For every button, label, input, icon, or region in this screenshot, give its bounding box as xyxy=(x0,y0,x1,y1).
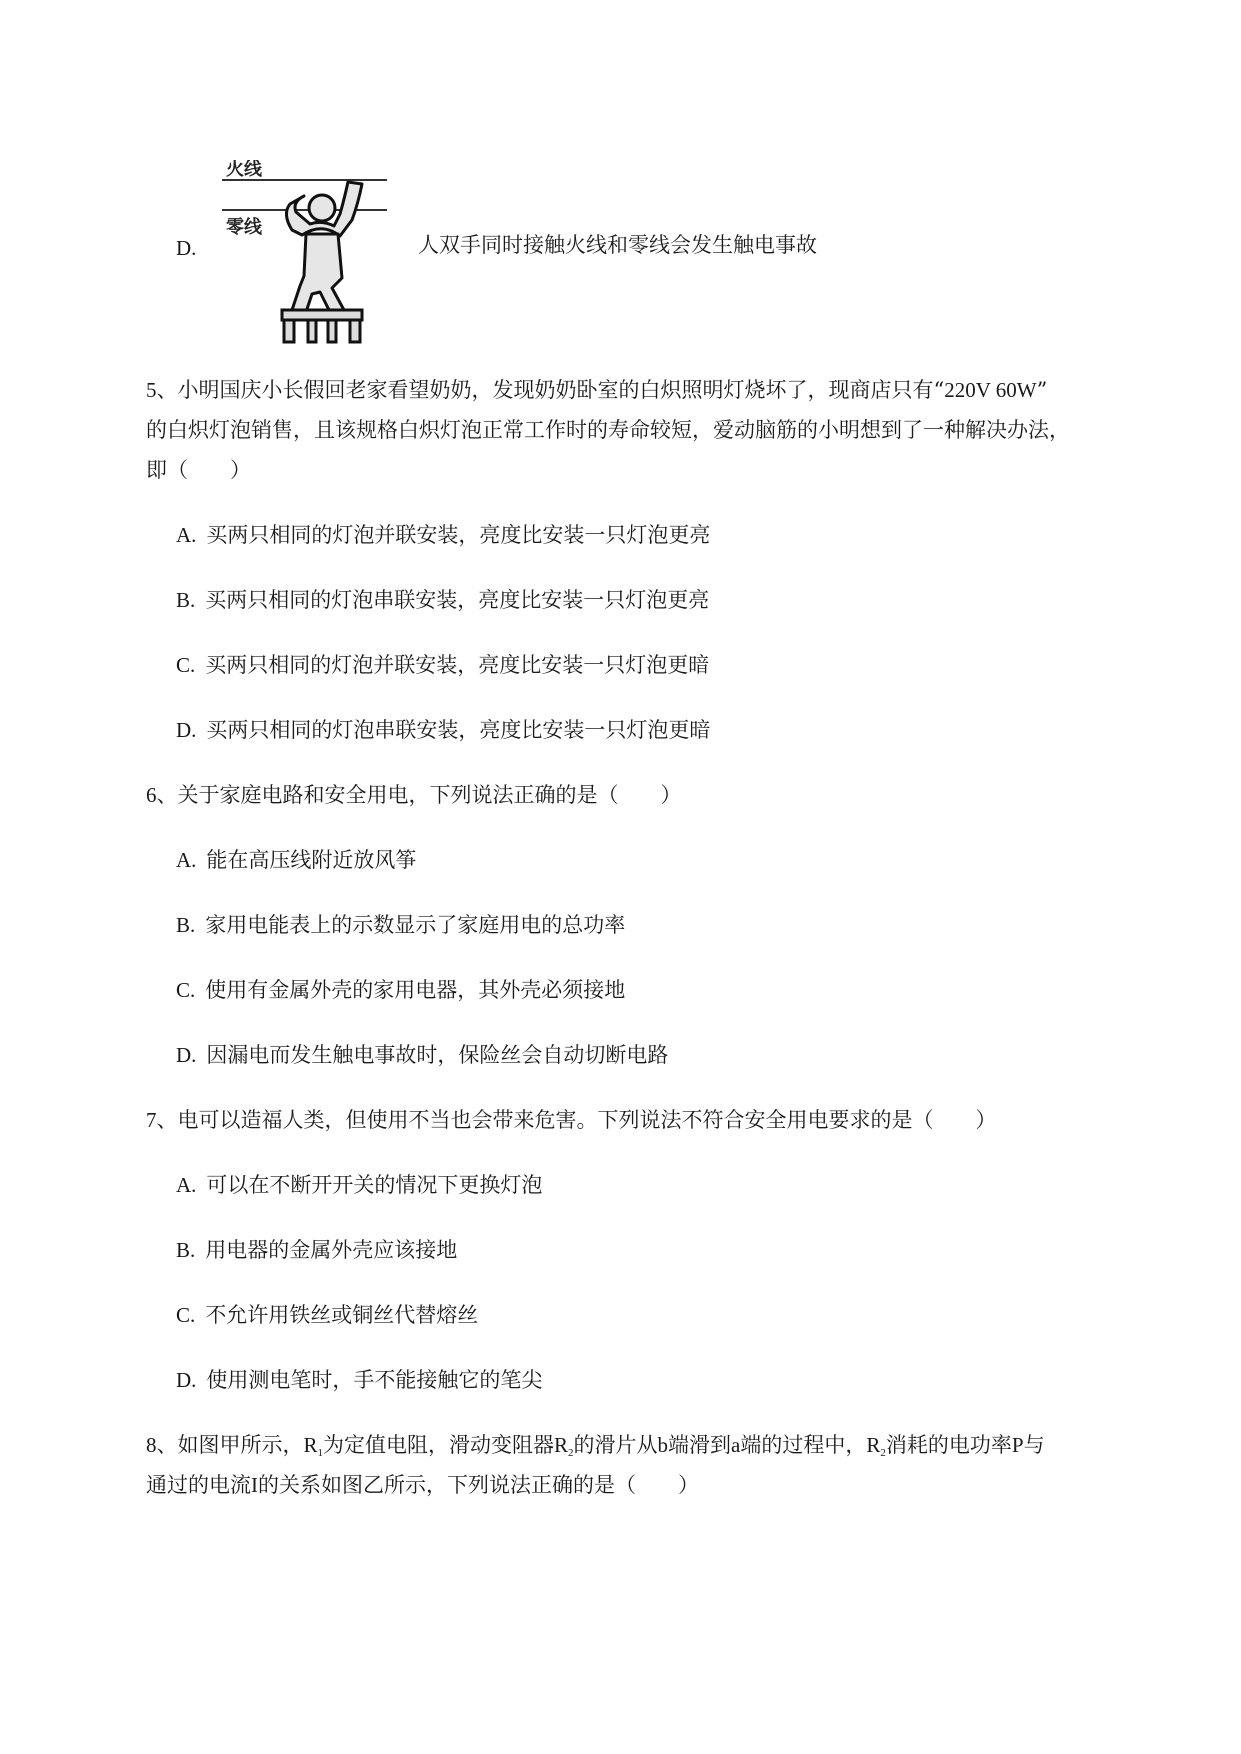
q8-text: 与 xyxy=(1023,1433,1045,1457)
resistor-symbol: R xyxy=(554,1433,569,1457)
q7-option-d[interactable] xyxy=(176,1365,542,1395)
bulb-spec: 220V 60W xyxy=(944,378,1037,402)
option-text: 买两只相同的灯泡串联安装，亮度比安装一只灯泡更暗 xyxy=(206,718,711,742)
option-text: 买两只相同的灯泡串联安装，亮度比安装一只灯泡更亮 xyxy=(205,588,710,612)
person-icon xyxy=(286,182,362,312)
endpoint-a: a xyxy=(731,1433,741,1457)
option-letter: B. xyxy=(176,588,196,612)
option-text: 因漏电而发生触电事故时，保险丝会自动切断电路 xyxy=(206,1043,669,1067)
q5-option-d[interactable] xyxy=(176,715,710,745)
option-letter: D. xyxy=(176,718,197,742)
resistor-subscript: 2 xyxy=(880,1447,886,1459)
electric-shock-figure xyxy=(212,160,397,345)
option-text: 买两只相同的灯泡并联安装，亮度比安装一只灯泡更亮 xyxy=(206,523,711,547)
live-wire-label: 火线 xyxy=(226,160,262,180)
question-number: 8、 xyxy=(146,1433,178,1457)
resistor-subscript: 1 xyxy=(317,1447,324,1459)
option-letter: D. xyxy=(176,1043,197,1067)
q8-text: 的滑片从 xyxy=(573,1433,658,1457)
q8-text: 端的过程中， xyxy=(740,1433,867,1457)
q8-text: 的关系如图乙所示，下列说法正确的是（ ） xyxy=(258,1473,699,1497)
option-text: 可以在不断开开关的情况下更换灯泡 xyxy=(206,1173,543,1197)
option-letter: D. xyxy=(176,236,197,260)
option-text: 不允许用铁丝或铜丝代替熔丝 xyxy=(205,1303,479,1327)
q8-text: 端滑到 xyxy=(668,1433,732,1457)
q7-stem xyxy=(146,1105,997,1135)
q7-option-c[interactable] xyxy=(176,1300,478,1330)
q5-option-b[interactable] xyxy=(176,585,709,615)
option-letter: D. xyxy=(176,1368,197,1392)
option-letter: B. xyxy=(176,913,196,937)
option-text: 用电器的金属外壳应该接地 xyxy=(205,1238,458,1262)
q5-option-c[interactable] xyxy=(176,650,709,680)
option-letter: B. xyxy=(176,1238,196,1262)
q8-stem-line1 xyxy=(146,1430,1045,1468)
q5-stem-line3: 即（ ） xyxy=(146,458,251,482)
option-letter: C. xyxy=(176,1303,196,1327)
resistor-symbol: R xyxy=(866,1433,881,1457)
option-letter: A. xyxy=(176,523,197,547)
q6-stem xyxy=(146,780,682,810)
resistor-symbol: R xyxy=(303,1433,318,1457)
resistor-subscript: 2 xyxy=(568,1447,574,1459)
option-letter: A. xyxy=(176,1173,197,1197)
q8-text: 为定值电阻，滑动变阻器 xyxy=(323,1433,555,1457)
q5-stem-line1 xyxy=(146,375,1047,405)
option-text: 使用有金属外壳的家用电器，其外壳必须接地 xyxy=(205,978,626,1002)
q7-stem-text: 电可以造福人类，但使用不当也会带来危害。下列说法不符合安全用电要求的是（ ） xyxy=(177,1108,997,1132)
q6-option-d[interactable] xyxy=(176,1040,668,1070)
question-number: 7、 xyxy=(146,1108,178,1132)
power-symbol: P xyxy=(1011,1433,1024,1457)
q4-option-d-text: 人双手同时接触火线和零线会发生触电事故 xyxy=(418,233,817,257)
q5-option-a[interactable] xyxy=(176,520,710,550)
current-symbol: I xyxy=(251,1473,258,1497)
q5-stem-part2: ” xyxy=(1036,378,1048,402)
question-number: 6、 xyxy=(146,783,178,807)
q8-stem-line2 xyxy=(146,1470,699,1500)
option-letter: C. xyxy=(176,978,196,1002)
q5-stem-part1: 小明国庆小长假回老家看望奶奶，发现奶奶卧室的白炽照明灯烧坏了，现商店只有“ xyxy=(177,378,945,402)
option-text: 买两只相同的灯泡并联安装，亮度比安装一只灯泡更暗 xyxy=(205,653,710,677)
q6-option-a[interactable] xyxy=(176,845,416,875)
q6-option-c[interactable] xyxy=(176,975,625,1005)
option-letter: A. xyxy=(176,848,197,872)
q8-text: 消耗的电功率 xyxy=(885,1433,1012,1457)
q7-option-b[interactable] xyxy=(176,1235,457,1265)
question-number: 5、 xyxy=(146,378,178,402)
neutral-wire-label: 零线 xyxy=(226,217,262,238)
q4-option-d xyxy=(176,233,206,263)
q5-stem-line2: 的白炽灯泡销售，且该规格白炽灯泡正常工作时的寿命较短，爱动脑筋的小明想到了一种解决办法， xyxy=(146,418,1070,442)
option-letter: C. xyxy=(176,653,196,677)
q6-stem-text: 关于家庭电路和安全用电，下列说法正确的是（ ） xyxy=(177,783,682,807)
endpoint-b: b xyxy=(657,1433,669,1457)
option-text: 能在高压线附近放风筝 xyxy=(206,848,417,872)
q7-option-a[interactable] xyxy=(176,1170,542,1200)
q8-text: 通过的电流 xyxy=(146,1473,251,1497)
q6-option-b[interactable] xyxy=(176,910,625,940)
wooden-stool-icon xyxy=(282,310,362,342)
q8-text: 如图甲所示， xyxy=(177,1433,304,1457)
option-text: 使用测电笔时，手不能接触它的笔尖 xyxy=(206,1368,543,1392)
option-text: 家用电能表上的示数显示了家庭用电的总功率 xyxy=(205,913,626,937)
